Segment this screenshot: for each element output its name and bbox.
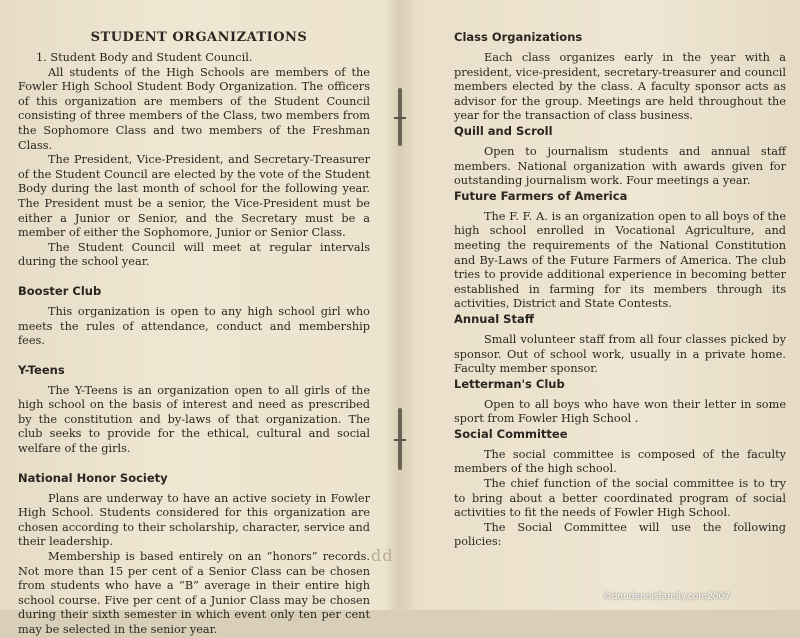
section-social-committee (454, 427, 786, 550)
paragraph: The Student Council will meet at regular intervals during the school year. (18, 240, 370, 269)
section-quill-and-scroll (454, 124, 786, 189)
left-sections (18, 51, 370, 638)
paragraph: The Y-Teens is an organization open to all girls of the high school on the basis of interest and need as prescribed by the constitution and by-laws of that organization. The club seeks to provide for the ethical, cultural and social welfare of the girls. (18, 383, 370, 456)
paragraph: Membership is based entirely on an “honors” records. Not more than 15 per cent of a Senior Class can be chosen from students who have a “B” average in their entire high school course. Five per cent of a Junior Class may be chosen during their sixth semester in which event only ten per cent may be selected in the senior year. (18, 550, 370, 636)
section-letterman-s-club (454, 377, 786, 427)
section-heading: Y-Teens (18, 362, 65, 377)
section-heading: Letterman's Club (454, 376, 565, 391)
section-heading: Booster Club (18, 283, 102, 298)
left-page (0, 0, 400, 636)
pencil-mark: dd (371, 546, 394, 565)
paragraph: 1. Student Body and Student Council. (36, 51, 253, 64)
section-heading: Class Organizations (454, 30, 583, 44)
section-booster-club (18, 284, 370, 349)
paragraph: All students of the High Schools are members of the Fowler High School Student Body Organization. The officers of this organization are members of the Student Council consisting of three members of the Class, two members from the Sophomore Class and two members of the Freshman Class. (18, 65, 370, 152)
section-class-organizations (454, 30, 786, 124)
paragraph: Open to journalism students and annual staff members. National organization with awards given for outstanding journalism work. Four meetings a year. (454, 144, 786, 188)
paragraph: The Social Committee will use the following policies: (454, 520, 786, 549)
staple-top (398, 88, 402, 146)
section-annual-staff (454, 312, 786, 377)
section-heading: Quill and Scroll (454, 123, 553, 138)
right-sections (454, 30, 786, 550)
paragraph: This organization is open to any high school girl who meets the rules of attendance, conduct and membership fees. (18, 304, 370, 348)
right-page (412, 0, 800, 610)
copyright-notice: ©dondennisfamily.com2007 (602, 592, 730, 602)
section-y-teens (18, 363, 370, 457)
section-intro (18, 51, 370, 270)
page-title: STUDENT ORGANIZATIONS (90, 30, 308, 45)
paragraph: Small volunteer staff from all four classes picked by sponsor. Out of school work, usually in a private home. Faculty member sponsor. (454, 332, 786, 376)
paragraph: The F. F. A. is an organization open to all boys of the high school enrolled in Vocational Agriculture, and meeting the requirements of the National Constitution and By-Laws of the Future Farmers of America. The club tries to provide additional experience in becoming better established in farming for its members through its activities, District and State Contests. (454, 209, 786, 311)
section-heading: National Honor Society (18, 470, 168, 485)
section-heading: Social Committee (454, 426, 568, 441)
paragraph: Plans are underway to have an active society in Fowler High School. Students considered for this organization are chosen according to their scholarship, character, service and their leadership. (18, 491, 370, 549)
section-future-farmers-of-america (454, 189, 786, 312)
paragraph: The chief function of the social committee is to try to bring about a better coordinated program of social activities to fit the needs of Fowler High School. (454, 477, 786, 520)
paragraph: Open to all boys who have won their letter in some sport from Fowler High School . (454, 397, 786, 426)
section-national-honor-society (18, 471, 370, 638)
paragraph: The President, Vice-President, and Secretary-Treasurer of the Student Council are elected by the vote of the Student Body during the last month of school for the following year. The President must be a senior, the Vice-President must be either a Junior or Senior, and the Secretary must be a member of either the Sophomore, Junior or Senior Class. (18, 153, 370, 240)
paragraph: Each class organizes early in the year with a president, vice-president, secretary-treasurer and council members elected by the class. A faculty sponsor acts as advisor for the group. Meetings are held throughout the year for the transaction of class business. (454, 51, 786, 123)
paragraph: The social committee is composed of the faculty members of the high school. (454, 447, 786, 476)
section-heading: Future Farmers of America (454, 188, 628, 203)
section-heading: Annual Staff (454, 311, 535, 326)
staple-bottom (398, 408, 402, 470)
